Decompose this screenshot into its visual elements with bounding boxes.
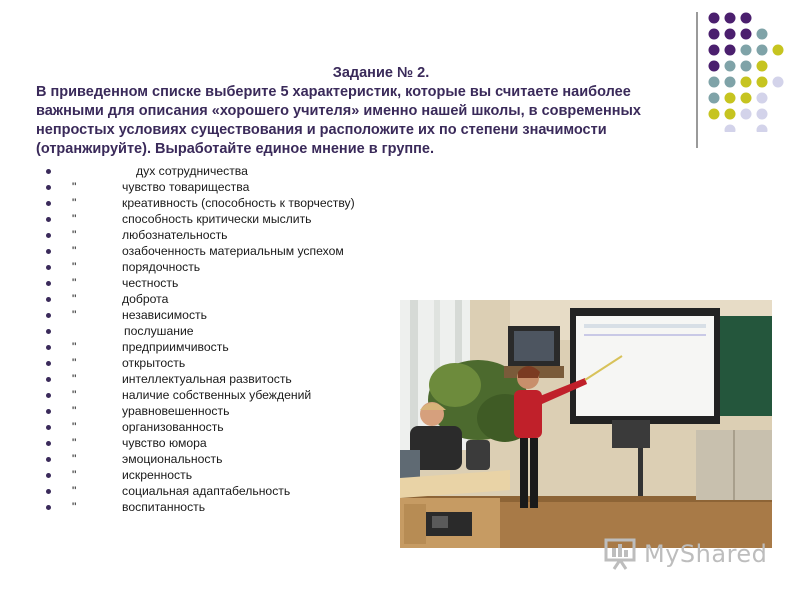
bullet-icon <box>46 457 51 462</box>
list-item: " креативность (способность к творчеству) <box>46 195 406 211</box>
presentation-board-icon <box>604 538 638 570</box>
bullet-icon <box>46 425 51 430</box>
list-item: " чувство товарищества <box>46 179 406 195</box>
bullet-icon <box>46 233 51 238</box>
bullet-icon <box>46 201 51 206</box>
bullet-icon <box>46 473 51 478</box>
bullet-icon <box>46 185 51 190</box>
bullet-icon <box>46 505 51 510</box>
watermark <box>604 534 794 574</box>
list-item: " интеллектуальная развитость <box>46 371 406 387</box>
bullet-icon <box>46 361 51 366</box>
bullet-icon <box>46 281 51 286</box>
bullet-icon <box>46 345 51 350</box>
list-item: " способность критически мыслить <box>46 211 406 227</box>
list-item: " доброта <box>46 291 406 307</box>
list-item: " независимость <box>46 307 406 323</box>
list-item: " организованность <box>46 419 406 435</box>
decorative-dot-grid <box>708 12 798 132</box>
title-heading: Задание № 2. <box>332 65 430 81</box>
slide-title <box>36 64 686 159</box>
list-item: " эмоциональность <box>46 451 406 467</box>
bullet-icon <box>46 393 51 398</box>
bullet-icon <box>46 441 51 446</box>
bullet-icon <box>46 265 51 270</box>
characteristics-list <box>46 163 406 515</box>
list-item: " любознательность <box>46 227 406 243</box>
bullet-icon <box>46 249 51 254</box>
bullet-icon <box>46 409 51 414</box>
list-item: " порядочность <box>46 259 406 275</box>
list-item: " наличие собственных убеждений <box>46 387 406 403</box>
list-item: " искренность <box>46 467 406 483</box>
list-item: " уравновешенность <box>46 403 406 419</box>
bullet-icon <box>46 489 51 494</box>
list-item: " озабоченность материальным успехом <box>46 243 406 259</box>
list-item: " честность <box>46 275 406 291</box>
list-item: " чувство юмора <box>46 435 406 451</box>
bullet-icon <box>46 377 51 382</box>
bullet-icon <box>46 313 51 318</box>
list-item: " предприимчивость <box>46 339 406 355</box>
watermark-text: MyShared <box>644 540 768 568</box>
list-item: " открытость <box>46 355 406 371</box>
bullet-icon <box>46 297 51 302</box>
title-body: В приведенном списке выберите 5 характеристик, которые вы считаете наиболее важными для описания «хорошего учителя» именно нашей школы, в современных непростых условиях существования и расположите их по степени значимости (отранжируйте). Выработайте единое мнение в группе. <box>36 84 641 157</box>
bullet-icon <box>46 217 51 222</box>
bullet-icon <box>46 169 51 174</box>
divider-line <box>696 12 698 148</box>
list-item: " воспитанность <box>46 499 406 515</box>
classroom-photo-drawing <box>400 300 772 548</box>
list-item: дух сотрудничества <box>46 163 406 179</box>
list-item: " социальная адаптабельность <box>46 483 406 499</box>
list-item: послушание <box>46 323 406 339</box>
bullet-icon <box>46 329 51 334</box>
classroom-photo <box>400 300 772 548</box>
